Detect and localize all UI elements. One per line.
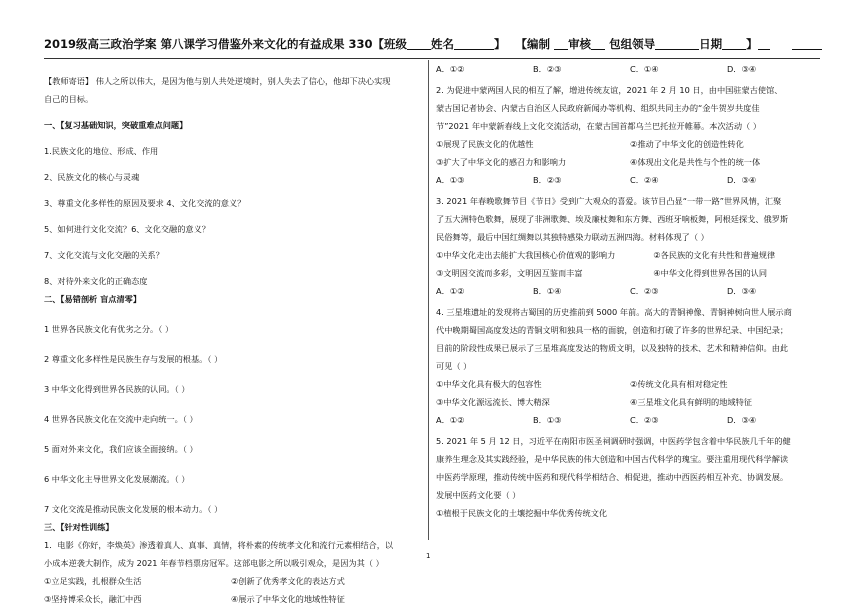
judgment-item: 6 中华文化主导世界文化发展潮流。（ ） (44, 474, 190, 484)
name-label: 姓名 (431, 37, 455, 51)
answer-choice: D．③④ (727, 286, 757, 296)
judgment-item: 7 文化交流是推动民族文化发展的根本动力。（ ） (44, 504, 223, 514)
option: ③坚持博采众长，融汇中西 (44, 594, 142, 604)
answer-choice: A．①② (436, 415, 465, 425)
option: ④体现出文化是共性与个性的统一体 (630, 157, 761, 167)
question-1-options (44, 575, 418, 587)
judgment-item: 1 世界各民族文化有优劣之分。（ ） (44, 324, 174, 334)
page-number: 1 (426, 552, 431, 560)
question-2-line: 2. 为促进中蒙两国人民的相互了解，增进传统友谊，2021 年 2 月 10 日，由中国驻蒙古使馆、 (436, 85, 783, 95)
option: ①中华文化走出去能扩大我国核心价值观的影响力 (436, 250, 616, 260)
question-2-options (436, 156, 824, 168)
option: ②推动了中华文化的创造性转化 (630, 139, 744, 149)
judgment-item: 3 中华文化得到世界各民族的认同。（ ） (44, 384, 190, 394)
answer-choice: B．①③ (533, 415, 562, 425)
section-heading: 三、【针对性训练】 (44, 522, 114, 532)
date-blank (722, 37, 746, 50)
trailing-blank-2 (792, 37, 822, 50)
option: ①立足实践，扎根群众生活 (44, 576, 142, 586)
question-1-options (44, 593, 418, 605)
left-column (44, 63, 418, 605)
review-item: 8、对待外来文化的正确态度 (44, 276, 148, 286)
option: ③中华文化源远流长、博大精深 (436, 397, 550, 407)
option: ④中华文化得到世界各国的认同 (653, 268, 768, 278)
answer-choice: B．②③ (533, 175, 562, 185)
answer-choice: B．①④ (533, 286, 562, 296)
document-header (44, 36, 834, 54)
answer-choice: A．①② (436, 64, 465, 74)
question-4-options (436, 378, 824, 390)
question-2-line: 蒙古国记者协会、内蒙古自治区人民政府新闻办等机构、组织共同主办的“金牛贺岁共度佳 (436, 103, 760, 113)
question-4-line: 代中晚期蜀国高度发达的青铜文明和独具一格的面貌，创造和打破了许多的世界纪录、中国纪录； (436, 325, 789, 335)
question-5-line: 中医药学原理，推动传统中医药和现代科学相结合、相促进，推动中西医药相互补充、协调发展。 (436, 472, 789, 482)
name-blank (454, 37, 494, 50)
review-blank (591, 37, 605, 50)
option: ②各民族的文化有共性和普遍规律 (653, 250, 776, 260)
review-item: 7、文化交流与文化交融的关系？ (44, 250, 164, 260)
teacher-message-line: 自己的目标。 (44, 94, 94, 104)
option: ③扩大了中华文化的感召力和影响力 (436, 157, 567, 167)
review-item: 5、如何进行文化交流？6、文化交融的意义？ (44, 224, 210, 234)
review-item: 1.民族文化的地位、形成、作用 (44, 146, 159, 156)
question-3-options (436, 249, 824, 261)
judgment-item: 4 世界各民族文化在交流中走向统一。（ ） (44, 414, 198, 424)
answer-choice: A．①② (436, 286, 465, 296)
question-3-line: 了五大洲特色歌舞，展现了非洲歌舞、埃及廉杖舞和东方舞、西班牙响板舞，阿根廷探戈、俄罗斯 (436, 214, 789, 224)
question-1-answers (436, 63, 824, 75)
answer-choice: C．②③ (630, 286, 659, 296)
judgment-item: 5 面对外来文化，我们应该全面接纳。（ ） (44, 444, 198, 454)
question-2-line: 节”2021 年中蒙新春线上文化交流活动，在蒙古国首都乌兰巴托拉开帷幕。本次活动（ ） (436, 121, 762, 131)
question-4-line: 可见（ ） (436, 361, 472, 371)
section-heading: 二、【易错剖析 盲点清零】 (44, 294, 142, 304)
question-1-line: 小成本逆袭大制作，成为 2021 年春节档票房冠军。这部电影之所以吸引观众，是因为其（ ） (44, 558, 384, 568)
header-title: 2019级高三政治学案 第八课学习借鉴外来文化的有益成果 330 (44, 37, 373, 51)
option: ③文明因交流而多彩，文明因互鉴而丰富 (436, 268, 583, 278)
section-heading: 一、【复习基础知识，突破重难点问题】 (44, 120, 188, 130)
answer-choice: D．③④ (727, 64, 757, 74)
editor-label: 【编制 (515, 37, 551, 51)
question-4-answers (436, 414, 824, 426)
question-4-options (436, 396, 824, 408)
column-divider (428, 60, 429, 540)
class-label: 【班级 (372, 37, 408, 51)
review-label: 审核 (568, 37, 592, 51)
option: ①中华文化具有极大的包容性 (436, 379, 542, 389)
answer-choice: C．①④ (630, 64, 659, 74)
option: ②传统文化具有相对稳定性 (630, 379, 728, 389)
header-rule (44, 58, 820, 59)
leader-blank (655, 37, 699, 50)
question-5-line: 发展中医药文化要（ ） (436, 490, 521, 500)
question-4-line: 4. 三星堆遗址的发现将古蜀国的历史推前到 5000 年前。高大的青铜神像、青铜神树向世人展示商 (436, 307, 792, 317)
editor-blank (554, 37, 568, 50)
class-blank (407, 37, 431, 50)
answer-choice: C．②④ (630, 175, 659, 185)
option: ④三星堆文化具有鲜明的地域特征 (630, 397, 752, 407)
judgment-item: 2 尊重文化多样性是民族生存与发展的根基。（ ） (44, 354, 223, 364)
question-3-options (436, 267, 824, 279)
review-item: 3、尊重文化多样性的原因及要求 4、文化交流的意义？ (44, 198, 246, 208)
teacher-message-line: 【教师寄语】 伟人之所以伟大，是因为他与别人共处逆境时，别人失去了信心，他却下决心实现 (44, 76, 391, 86)
question-5-line: 康养生理念及其实践经验，是中华民族的伟大创造和中国古代科学的瑰宝。要注重用现代科学解读 (436, 454, 789, 464)
question-3-line: 3. 2021 年春晚歌舞节目《节日》受到广大观众的喜爱。该节目凸显“一带一路”世界风情，汇聚 (436, 196, 782, 206)
end-bracket: 】 (746, 37, 758, 51)
answer-choice: D．③④ (727, 415, 757, 425)
option: ②创新了优秀孝文化的表达方式 (231, 576, 345, 586)
answer-choice: B．②③ (533, 64, 562, 74)
leader-label: 包组领导 (609, 37, 656, 51)
question-1-line: 1．电影《你好，李焕英》渗透着真人、真事、真情，将朴素的传统孝文化和流行元素相结合，以 (44, 540, 394, 550)
option: ①植根于民族文化的土壤挖掘中华优秀传统文化 (436, 508, 608, 518)
question-2-options (436, 138, 824, 150)
option: ④展示了中华文化的地域性特征 (231, 594, 345, 604)
question-3-line: 民俗舞等，最后中国红绸舞以其独特感染力联动五洲四海。材料体现了（ ） (436, 232, 709, 242)
date-label: 日期 (699, 37, 723, 51)
option: ①展现了民族文化的优越性 (436, 139, 534, 149)
answer-choice: A．①③ (436, 175, 465, 185)
trailing-blank-1 (758, 37, 770, 50)
question-2-answers (436, 174, 824, 186)
question-5-line: 5. 2021 年 5 月 12 日，习近平在南阳市医圣祠调研时强调，中医药学包含着中华民族几千年的健 (436, 436, 791, 446)
answer-choice: C．②③ (630, 415, 659, 425)
close-bracket: 】 (494, 37, 506, 51)
right-column (436, 63, 824, 519)
answer-choice: D．③④ (727, 175, 757, 185)
question-3-answers (436, 285, 824, 297)
review-item: 2、民族文化的核心与灵魂 (44, 172, 140, 182)
question-4-line: 目前的阶段性成果已展示了三星堆高度发达的物质文明，以及独特的技术、艺术和精神信仰。由此 (436, 343, 789, 353)
